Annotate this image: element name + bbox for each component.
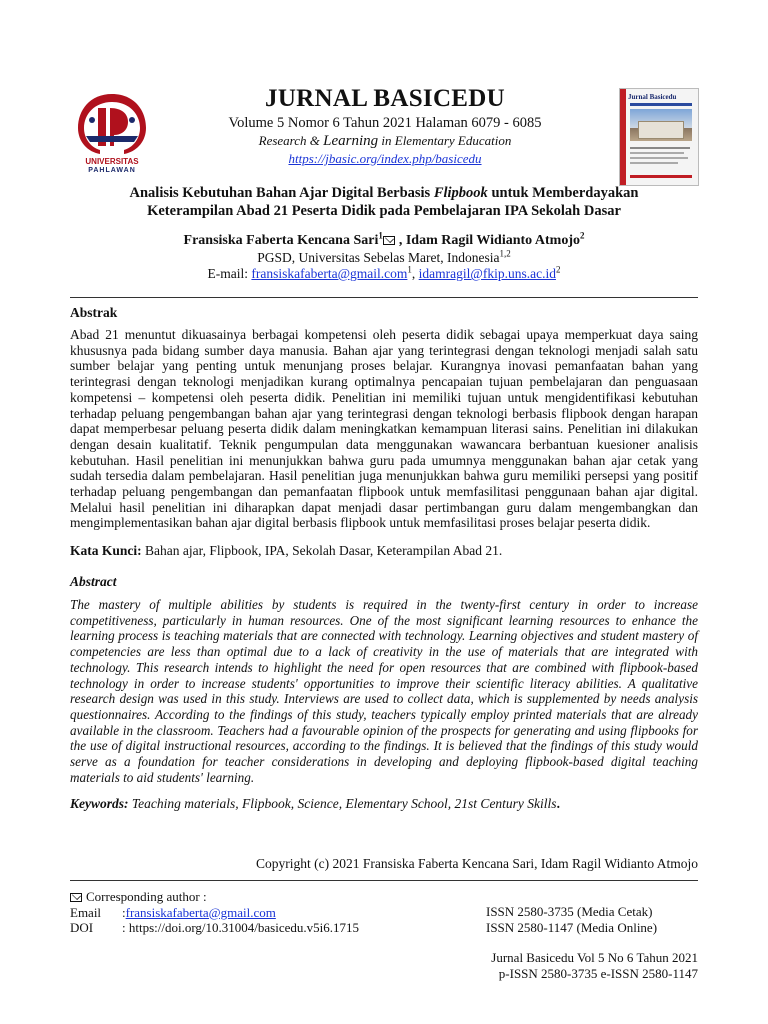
divider-top: [70, 297, 698, 298]
logo-text-bottom: PAHLAWAN: [88, 167, 136, 174]
email-2-sup: 2: [555, 264, 561, 275]
footer-doi-label: DOI: [70, 920, 94, 935]
tagline-part-3: in Elementary Education: [378, 133, 512, 148]
university-logo: [70, 90, 154, 174]
affiliation-sup: 1,2: [499, 248, 511, 259]
masthead: [160, 84, 610, 167]
logo-text-top: UNIVERSITAS: [85, 157, 139, 166]
footer-journal-ref: [420, 950, 698, 981]
volume-line: Volume 5 Nomor 6 Tahun 2021 Halaman 6079 - 6085: [228, 115, 542, 131]
author-1: Fransiska Faberta Kencana Sari: [183, 233, 379, 248]
email-label: E-mail:: [207, 266, 252, 281]
journal-ref-line-1: Jurnal Basicedu Vol 5 No 6 Tahun 2021: [491, 950, 698, 965]
footer-email-row: [70, 905, 450, 921]
journal-cover-image: [619, 88, 699, 186]
title-italic-part: Flipbook: [433, 185, 488, 201]
envelope-icon: [383, 236, 395, 245]
email-1-sup: 1: [407, 264, 412, 275]
keywords: [70, 796, 698, 812]
footer-issn: [486, 904, 706, 935]
footer-contact: [70, 889, 450, 936]
abstrak-body: Abad 21 menuntut dikuasainya berbagai kompetensi oleh peserta didik sebagai upaya memperkuat daya saing khususnya pada bidang sumber daya manusia. Bahan ajar yang terintegrasi dengan teknologi menjadi salah satu sumber belajar yang penting untuk menunjang proses belajar. Kurangnya inovasi pemanfaatan bahan yang terintegrasi dengan teknologi menjadikan kurang optimalnya pencapaian tujuan pembelajaran dan penguasaan kompetensi – kompetensi oleh peserta didik. Penelitian ini memiliki tujuan untuk mengidentifikasi kebutuhan terhadap peluang pengembangan bahan ajar yang terintegrasi dengan teknologi berbasis flipbook dengan harapan dapat memperbesar peluang peserta didik dalam meningkatkan kemampuan literasi sains. Penelitian ini dilakukan dengan desain kualitatif. Teknik pengumpulan data menggunakan wawancara berbantuan kuesioner analisis kebutuhan. Hasil penelitian ini menunjukkan bahwa guru pada umumnya menggunakan bahan ajar cetak yang sudah tersedia dalam pembelajaran. Hasil penelitian juga menunjukkan bahwa guru memiliki persepsi yang positif terhadap peluang pengembangan dan pemanfaatan flipbook untuk memfasilitasi penggunaan bahan ajar digital. Melalui hasil penelitian ini diharapkan dapat menjadi dasar pertimbangan guru dalam mengembangkan dan mengimplementasikan bahan ajar digital berbasis flipbook untuk memfasilitasi proses belajar peserta didik.: [70, 327, 698, 531]
cover-title: Jurnal Basicedu: [628, 93, 677, 101]
tagline-part-1: Research &: [258, 133, 324, 148]
keywords-text: Teaching materials, Flipbook, Science, Elementary School, 21st Century Skills: [128, 796, 557, 811]
issn-print: ISSN 2580-3735 (Media Cetak): [486, 904, 653, 919]
author-2-sup: 2: [579, 230, 585, 241]
journal-title: JURNAL BASICEDU: [265, 85, 505, 112]
journal-ref-line-2: p-ISSN 2580-3735 e-ISSN 2580-1147: [498, 965, 698, 981]
keywords-end: .: [556, 796, 560, 811]
title-part-3: Keterampilan Abad 21 Peserta Didik pada Pembelajaran IPA Sekolah Dasar: [147, 203, 621, 219]
authors: [70, 232, 698, 250]
issn-online: ISSN 2580-1147 (Media Online): [486, 919, 658, 935]
footer-doi-row: [70, 920, 450, 936]
author-1-sup: 1: [378, 230, 383, 241]
abstract-heading: Abstract: [70, 574, 117, 589]
tagline-part-2: Learning: [323, 133, 379, 149]
divider-bottom: [70, 880, 698, 881]
author-2: , Idam Ragil Widianto Atmojo: [398, 233, 580, 248]
corresponding-line: [70, 889, 450, 905]
footer-email-label: Email: [70, 904, 102, 920]
title-part-1: Analisis Kebutuhan Bahan Ajar Digital Berbasis: [129, 185, 434, 201]
abstract-body: The mastery of multiple abilities by students is required in the twenty-first century in order to increase competitiveness, particularly in human resources. One of the most significant learning resources to enhance the learning process is teaching materials that are connected with technology. Learning objectives and student mastery of competencies are less than optimal due to a lack of creativity in the use of materials that are integrated with technology. This research intends to highlight the need for open resources that are combined with flipbook-based technology in order to increase students' opportunities to improve their scientific literacy abilities. A qualitative research design was used in this study. Interviews are used to collect data, which is supplemented by needs analysis questionnaires. According to the findings of this study, teachers typically employ printed materials that are already available in the classroom. Teachers had a favourable opinion of the prospects for generating and using flipbooks for the use of digital instructional resources, according to the findings. It is believed that the findings of this study would serve as a foundation for teacher considerations in developing and deploying flipbook-based digital teaching materials to aid students' learning.: [70, 597, 698, 785]
kata-kunci-label: Kata Kunci:: [70, 543, 142, 558]
article-title: [70, 184, 698, 220]
footer-email-link[interactable]: fransiskafaberta@gmail.com: [125, 904, 276, 920]
kata-kunci-text: Bahan ajar, Flipbook, IPA, Sekolah Dasar, Keterampilan Abad 21.: [141, 543, 503, 558]
journal-url-link[interactable]: https://jbasic.org/index.php/basicedu: [288, 151, 482, 166]
email-link-1[interactable]: fransiskafaberta@gmail.com: [251, 266, 408, 281]
title-part-2: untuk Memberdayakan: [487, 185, 639, 201]
copyright: Copyright (c) 2021 Fransiska Faberta Kencana Sari, Idam Ragil Widianto Atmojo: [256, 856, 698, 871]
email-link-2[interactable]: idamragil@fkip.uns.ac.id: [418, 266, 556, 281]
envelope-icon: [70, 893, 82, 902]
footer-doi-value[interactable]: : https://doi.org/10.31004/basicedu.v5i6.1715: [122, 920, 360, 935]
keywords-label: Keywords:: [70, 796, 129, 811]
footer-email-colon: :: [122, 904, 126, 920]
affiliation: [70, 249, 698, 266]
abstrak-heading: Abstrak: [70, 305, 118, 320]
tagline: [160, 132, 610, 150]
kata-kunci: [70, 543, 698, 559]
author-emails: E-mail: fransiskafaberta@gmail.com$^1$, $idamragil@fkip.uns.ac.id^2$: [207, 264, 561, 281]
corresponding-label: Corresponding author :: [86, 889, 207, 904]
affiliation-text: PGSD, Universitas Sebelas Maret, Indonesia: [257, 250, 500, 265]
